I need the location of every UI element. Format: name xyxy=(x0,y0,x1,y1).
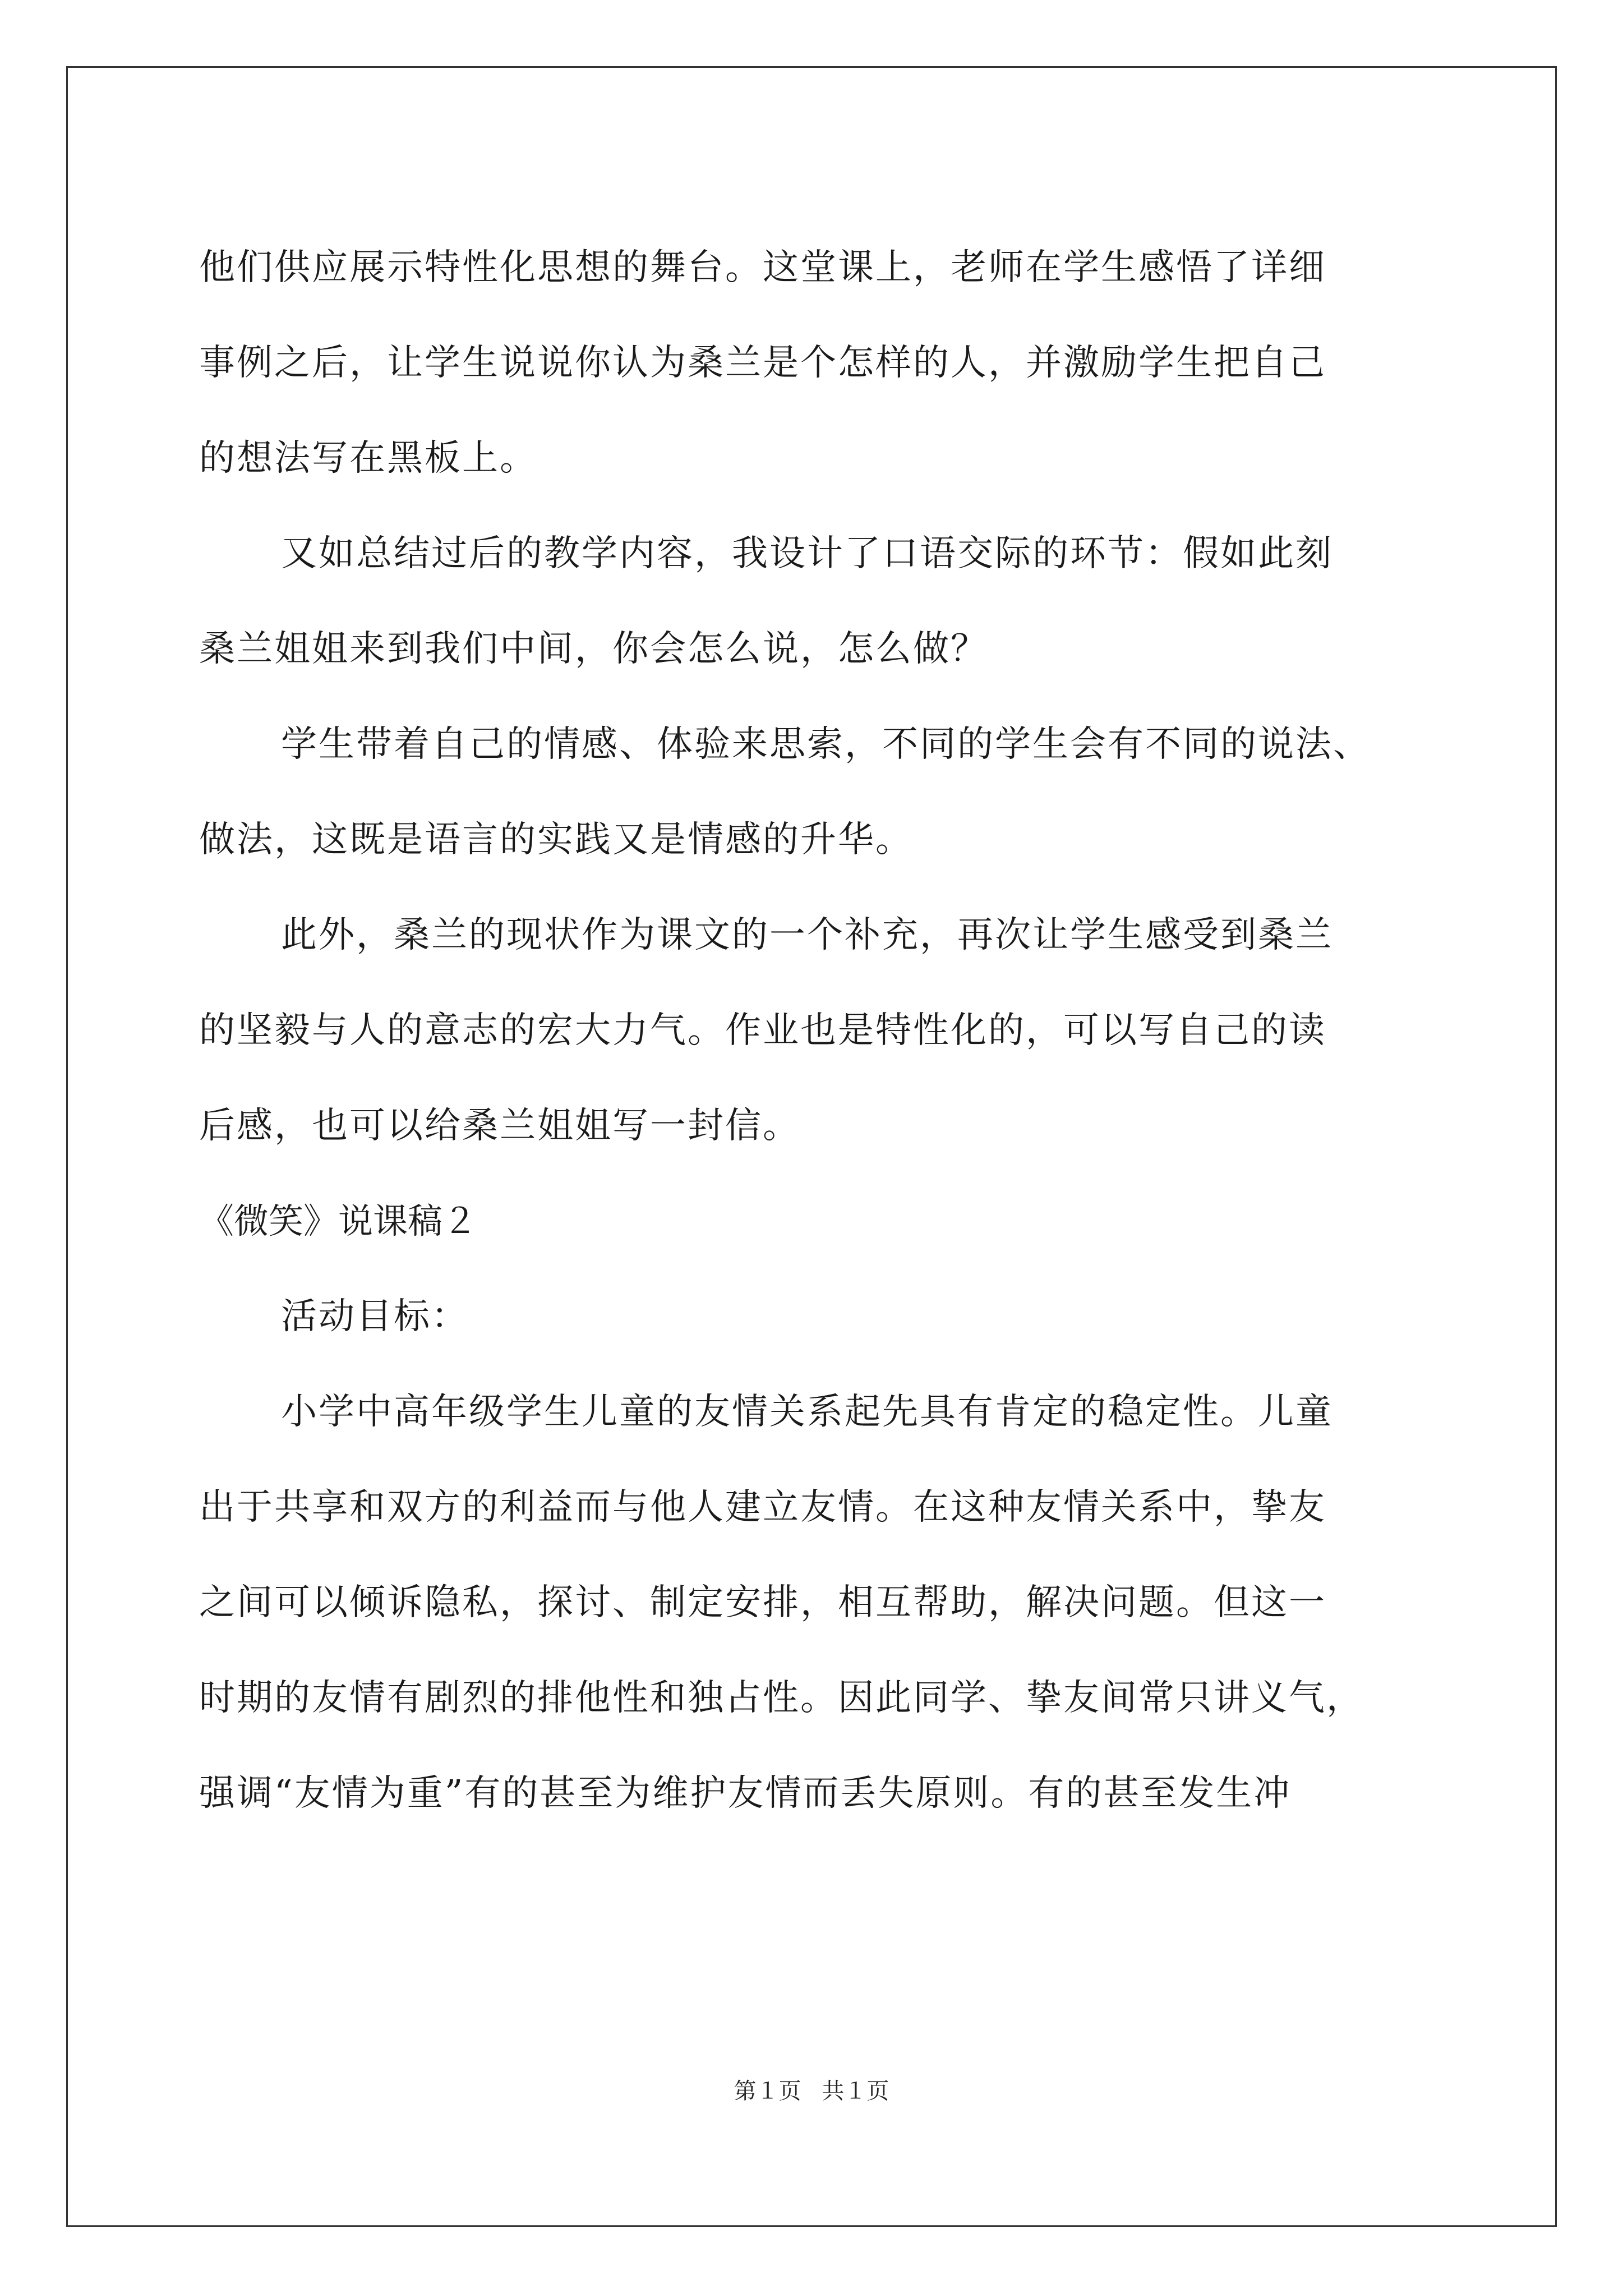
body-line: 事例之后，让学生说说你认为桑兰是个怎样的人，并激励学生把自己 xyxy=(199,342,1326,384)
paragraph-start: 此外，桑兰的现状作为课文的一个补充，再次让学生感受到桑兰 xyxy=(281,914,1333,956)
page-footer xyxy=(0,2074,1623,2108)
paragraph-start: 又如总结过后的教学内容，我设计了口语交际的环节：假如此刻 xyxy=(281,533,1333,574)
page-number: 第１页 xyxy=(734,2078,801,2104)
body-line: 做法，这既是语言的实践又是情感的升华。 xyxy=(199,819,913,861)
body-line: 之间可以倾诉隐私，探讨、制定安排，相互帮助，解决问题。但这一 xyxy=(199,1582,1326,1623)
paragraph-start: 活动目标： xyxy=(281,1296,469,1337)
body-line: 的坚毅与人的意志的宏大力气。作业也是特性化的，可以写自己的读 xyxy=(199,1010,1326,1051)
body-line: 出于共享和双方的利益而与他人建立友情。在这种友情关系中，挚友 xyxy=(199,1487,1326,1528)
body-line: 桑兰姐姐来到我们中间，你会怎么说，怎么做？ xyxy=(199,628,988,670)
body-line: 的想法写在黑板上。 xyxy=(199,438,537,479)
paragraph-start: 小学中高年级学生儿童的友情关系起先具有肯定的稳定性。儿童 xyxy=(281,1391,1333,1433)
page-total: 共１页 xyxy=(822,2078,889,2104)
body-line: 时期的友情有剧烈的排他性和独占性。因此同学、挚友间常只讲义气， xyxy=(199,1677,1364,1719)
paragraph-start: 学生带着自己的情感、体验来思索，不同的学生会有不同的说法、 xyxy=(281,724,1371,765)
document-body xyxy=(199,220,1489,1841)
body-line: 强调“友情为重”有的甚至为维护友情而丢失原则。有的甚至发生冲 xyxy=(199,1773,1292,1814)
body-line: 他们供应展示特性化思想的舞台。这堂课上，老师在学生感悟了详细 xyxy=(199,247,1326,288)
body-line: 后感，也可以给桑兰姐姐写一封信。 xyxy=(199,1105,800,1147)
section-heading: 《微笑》说课稿２ xyxy=(199,1200,478,1241)
